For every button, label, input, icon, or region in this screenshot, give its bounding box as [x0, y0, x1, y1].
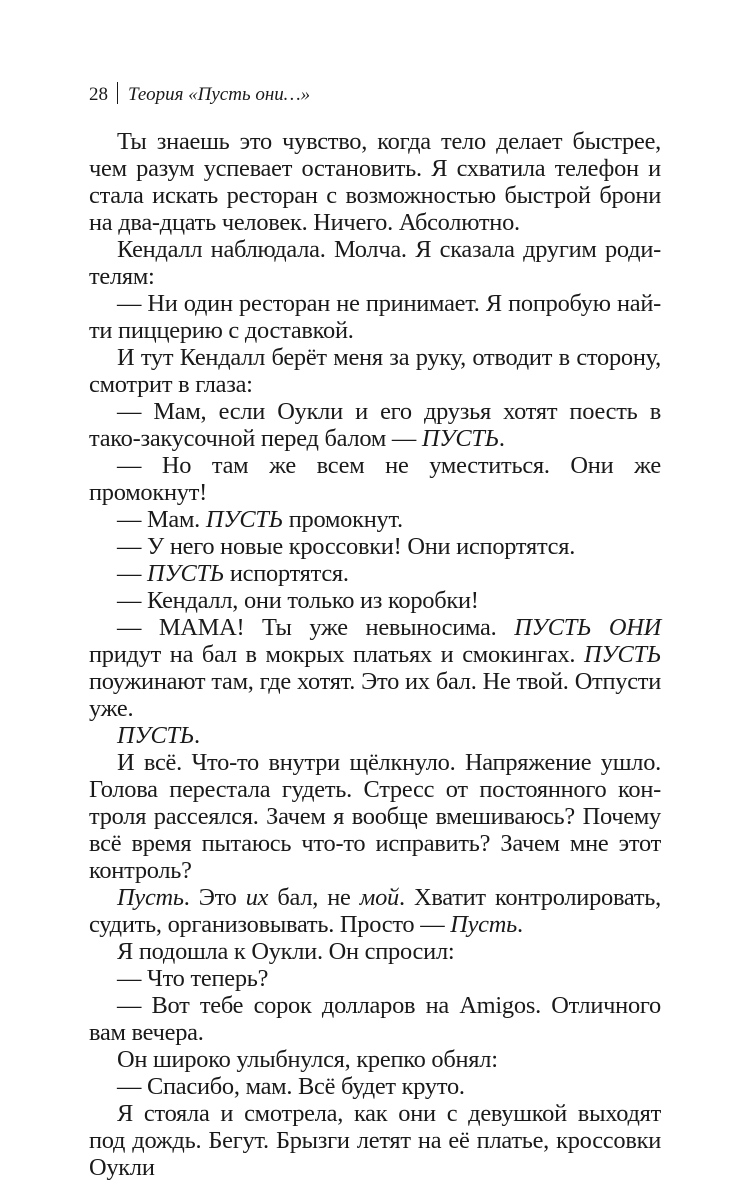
- paragraph: [89, 1046, 661, 1073]
- page-number: 28: [89, 84, 108, 105]
- running-title: Теория «Пусть они…»: [128, 84, 311, 105]
- paragraph-text: — Мам, если Оукли и его друзья хотят поесть в тако‑​закусочной перед балом —: [89, 398, 661, 452]
- paragraph-text: — Спасибо, мам. Всё будет круто.: [117, 1073, 465, 1100]
- paragraph-text: поужинают там, где хотят. Это их бал. Не твой. Отпусти уже.: [89, 668, 661, 722]
- paragraph: [89, 236, 661, 290]
- paragraph-text: . Это: [183, 884, 246, 911]
- paragraph-text: Ты знаешь это чувство, когда тело делает быстрее, чем разум успевает остановить. Я схватила телефон и стала искать ресторан с возможностью быстрой брони на два‑дцать человек. Ничего. Абсолютно.: [89, 128, 661, 236]
- paragraph: [89, 749, 661, 884]
- paragraph: [89, 128, 661, 236]
- emphasis-text: Пусть: [450, 911, 517, 938]
- paragraph-text: И всё. Что‑то внутри щёлкнуло. Напряжение ушло. Голова перестала гудеть. Стресс от постоянного кон‑​троля рассеялся. Зачем я вообще вмешиваюсь? Почему всё время пытаюсь что‑то исправить? Зачем мне этот контроль?: [89, 749, 661, 884]
- emphasis-text: Пусть: [117, 884, 184, 911]
- paragraph-text: промокнут.: [282, 506, 403, 533]
- paragraph-text: — Мам.: [117, 506, 206, 533]
- paragraph: [89, 1073, 661, 1100]
- header-divider: [117, 82, 118, 104]
- paragraph: [89, 506, 661, 533]
- emphasis-text: ПУСТЬ: [147, 560, 224, 587]
- paragraph: [89, 587, 661, 614]
- paragraph-text: придут на бал в мокрых платьях и смокингах.: [89, 641, 584, 668]
- paragraph-text: Я стояла и смотрела, как они с девушкой выходят под дождь. Бегут. Брызги летят на её платье, кроссовки Оукли: [89, 1100, 661, 1181]
- paragraph-text: .: [516, 911, 523, 938]
- paragraph-text: — Что теперь?: [117, 965, 269, 992]
- emphasis-text: ПУСТЬ: [117, 722, 194, 749]
- paragraph: [89, 452, 661, 506]
- emphasis-text: ПУСТЬ: [205, 506, 283, 533]
- paragraph: [89, 344, 661, 398]
- paragraph-text: .: [498, 425, 505, 452]
- paragraph: [89, 614, 661, 722]
- paragraph-text: — Вот тебе сорок долларов на Amigos. Отличного вам вечера.: [89, 992, 661, 1046]
- emphasis-text: ПУСТЬ: [421, 425, 499, 452]
- paragraph: [89, 884, 661, 938]
- paragraph-text: . Хватит контролировать, судить, организовывать. Просто —: [89, 884, 661, 938]
- running-header: [89, 82, 310, 108]
- paragraph-text: — Но там же всем не уместиться. Они же промокнут!: [89, 452, 661, 506]
- paragraph-text: И тут Кендалл берёт меня за руку, отводит в сторону, смотрит в глаза:: [89, 344, 661, 398]
- emphasis-text: ПУСТЬ: [584, 641, 661, 668]
- paragraph-text: .: [194, 722, 200, 749]
- paragraph: [89, 938, 661, 965]
- paragraph-text: бал, не: [268, 884, 360, 911]
- paragraph: [89, 398, 661, 452]
- paragraph: [89, 290, 661, 344]
- paragraph: [89, 722, 661, 749]
- paragraph-text: — МАМА! Ты уже невыносима.: [117, 614, 515, 641]
- paragraph: [89, 1100, 661, 1181]
- paragraph-text: испортятся.: [224, 560, 349, 587]
- paragraph: [89, 965, 661, 992]
- emphasis-text: ПУСТЬ ОНИ: [514, 614, 661, 641]
- body-text: [89, 128, 661, 1181]
- paragraph-text: —: [117, 560, 147, 587]
- paragraph-text: Я подошла к Оукли. Он спросил:: [117, 938, 455, 965]
- paragraph-text: — Кендалл, они только из коробки!: [117, 587, 479, 614]
- paragraph: [89, 992, 661, 1046]
- paragraph: [89, 560, 661, 587]
- paragraph-text: Он широко улыбнулся, крепко обнял:: [117, 1046, 498, 1073]
- paragraph-text: — Ни один ресторан не принимает. Я попробую най‑​ти пиццерию с доставкой.: [89, 290, 661, 344]
- paragraph: [89, 533, 661, 560]
- paragraph-text: — У него новые кроссовки! Они испортятся.: [117, 533, 576, 560]
- paragraph-text: Кендалл наблюдала. Молча. Я сказала другим роди‑​телям:: [89, 236, 661, 290]
- emphasis-text: их: [245, 884, 269, 911]
- emphasis-text: мой: [359, 884, 399, 911]
